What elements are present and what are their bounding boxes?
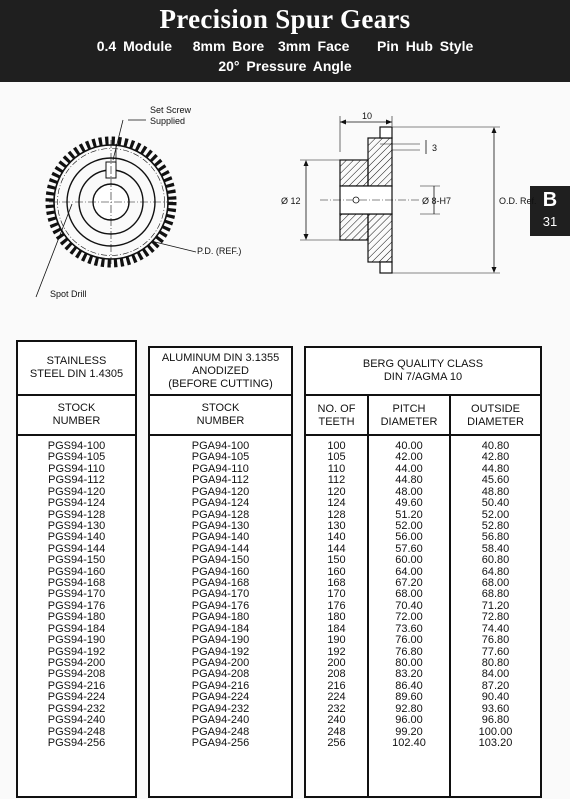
teeth-count: 248 bbox=[327, 725, 346, 738]
pitch-diameter-value: 72.00 bbox=[395, 611, 423, 624]
teeth-count: 112 bbox=[327, 474, 346, 487]
spec-line-2: 20° Pressure Angle bbox=[218, 58, 352, 74]
set-screw-label-1: Set Screw bbox=[150, 105, 192, 115]
gear-front-view bbox=[49, 140, 173, 264]
stainless-stock-number: PGS94-160 bbox=[47, 565, 106, 578]
od-ref-label: O.D. Ref. bbox=[499, 196, 537, 206]
outside-diameter-value: 96.80 bbox=[481, 714, 510, 727]
teeth-header-line-1: NO. OF bbox=[317, 403, 356, 415]
berg-table bbox=[304, 346, 542, 798]
outside-diameter-value: 44.80 bbox=[481, 462, 510, 475]
aluminum-heading-line-2: ANODIZED bbox=[192, 364, 249, 377]
pitch-diameter-value: 56.00 bbox=[395, 531, 423, 544]
gear-side-section bbox=[300, 116, 500, 273]
stainless-stock-number: PGS94-184 bbox=[47, 622, 106, 635]
pitch-diameter-value: 51.20 bbox=[395, 508, 423, 521]
aluminum-stock-number: PGA94-240 bbox=[191, 714, 250, 727]
teeth-count: 216 bbox=[327, 679, 346, 692]
stainless-sub-line-1: STOCK bbox=[57, 402, 96, 414]
teeth-count: 144 bbox=[327, 542, 346, 555]
pitch-diameter-value: 76.00 bbox=[395, 634, 423, 647]
outside-diameter-value: 52.00 bbox=[481, 508, 510, 521]
page-title: Precision Spur Gears bbox=[159, 4, 411, 34]
aluminum-stock-number: PGA94-232 bbox=[191, 702, 250, 715]
aluminum-stock-number: PGA94-184 bbox=[191, 622, 250, 635]
pitch-diameter-value: 60.00 bbox=[395, 554, 423, 567]
aluminum-stock-number: PGA94-168 bbox=[191, 577, 250, 590]
pitch-diameter-value: 64.00 bbox=[395, 565, 423, 578]
aluminum-sub-line-2: NUMBER bbox=[196, 415, 245, 427]
stainless-stock-number: PGS94-168 bbox=[47, 577, 106, 590]
outside-diameter-value: 74.40 bbox=[481, 622, 510, 635]
stainless-stock-number: PGS94-248 bbox=[47, 725, 106, 738]
teeth-count: 128 bbox=[327, 508, 346, 521]
aluminum-sub-line-1: STOCK bbox=[201, 402, 240, 414]
pitch-diameter-value: 92.80 bbox=[395, 702, 423, 715]
stainless-stock-number: PGS94-208 bbox=[47, 668, 106, 681]
pitch-diameter-value: 40.00 bbox=[395, 440, 423, 452]
pitch-diameter-value: 44.00 bbox=[395, 462, 423, 475]
aluminum-heading-line-3: (BEFORE CUTTING) bbox=[168, 377, 273, 390]
pitch-diameter-column bbox=[369, 441, 449, 749]
stainless-stock-number: PGS94-150 bbox=[47, 554, 106, 567]
outside-diameter-value: 93.60 bbox=[481, 702, 510, 715]
stainless-stock-number: PGS94-232 bbox=[47, 702, 106, 715]
stainless-stock-number: PGS94-140 bbox=[47, 531, 106, 544]
aluminum-stock-number: PGA94-248 bbox=[191, 725, 250, 738]
pitch-header bbox=[369, 403, 449, 429]
teeth-header-line-2: TEETH bbox=[318, 416, 355, 428]
stainless-stock-number: PGS94-120 bbox=[47, 485, 106, 498]
pitch-diameter-value: 44.80 bbox=[395, 474, 423, 487]
stainless-heading bbox=[18, 342, 135, 396]
teeth-count: 200 bbox=[327, 657, 346, 670]
aluminum-stock-number: PGA94-128 bbox=[191, 508, 250, 521]
pitch-diameter-value: 86.40 bbox=[395, 679, 423, 692]
aluminum-heading bbox=[150, 348, 291, 396]
outside-diameter-value: 68.80 bbox=[481, 588, 510, 601]
teeth-count: 160 bbox=[327, 565, 346, 578]
teeth-count: 256 bbox=[327, 736, 346, 749]
stainless-stock-number: PGS94-112 bbox=[48, 474, 105, 487]
stainless-stock-number: PGS94-216 bbox=[47, 679, 106, 692]
teeth-count: 120 bbox=[327, 485, 346, 498]
section-page-number: 31 bbox=[542, 214, 558, 229]
teeth-count: 184 bbox=[327, 622, 346, 635]
outside-diameter-value: 72.80 bbox=[481, 611, 510, 624]
gear-drawing bbox=[0, 82, 570, 340]
page-header bbox=[0, 0, 570, 82]
stainless-stock-number: PGS94-124 bbox=[47, 497, 106, 510]
aluminum-stock-number: PGA94-100 bbox=[191, 440, 250, 452]
pitch-diameter-value: 102.40 bbox=[392, 736, 426, 749]
outside-header-line-2: DIAMETER bbox=[467, 416, 524, 428]
outside-diameter-value: 100.00 bbox=[478, 725, 513, 738]
dim-3-label: 3 bbox=[432, 143, 438, 153]
stainless-heading-line-1: STAINLESS bbox=[46, 355, 107, 367]
dim-bore-label: Ø 8-H7 bbox=[422, 196, 452, 206]
pitch-diameter-value: 57.60 bbox=[395, 542, 423, 555]
teeth-count: 140 bbox=[327, 531, 346, 544]
pitch-diameter-value: 99.20 bbox=[395, 725, 423, 738]
teeth-count: 130 bbox=[327, 519, 346, 532]
outside-diameter-value: 40.80 bbox=[481, 440, 510, 452]
pitch-diameter-value: 73.60 bbox=[395, 622, 423, 635]
stainless-stock-number: PGS94-256 bbox=[47, 736, 106, 749]
aluminum-stock-number: PGA94-176 bbox=[191, 599, 250, 612]
teeth-count: 105 bbox=[327, 451, 346, 464]
teeth-column bbox=[306, 441, 367, 749]
pitch-diameter-value: 68.00 bbox=[395, 588, 423, 601]
aluminum-stock-number: PGA94-170 bbox=[191, 588, 250, 601]
outside-diameter-value: 87.20 bbox=[481, 679, 510, 692]
pitch-diameter-value: 80.00 bbox=[395, 657, 423, 670]
stainless-stock-number: PGS94-240 bbox=[47, 714, 106, 727]
pitch-diameter-value: 52.00 bbox=[395, 519, 423, 532]
outside-diameter-value: 80.80 bbox=[481, 657, 510, 670]
spec-line-1: 0.4 Module 8mm Bore 3mm Face Pin Hub Style bbox=[96, 38, 474, 54]
teeth-count: 124 bbox=[327, 497, 346, 510]
teeth-count: 240 bbox=[327, 714, 346, 727]
stainless-stock-number: PGS94-176 bbox=[47, 599, 106, 612]
pitch-header-line-1: PITCH bbox=[392, 403, 426, 415]
outside-header bbox=[451, 403, 540, 429]
berg-heading bbox=[306, 348, 540, 396]
stainless-stock-number: PGS94-105 bbox=[47, 451, 106, 464]
pitch-diameter-value: 67.20 bbox=[395, 577, 423, 590]
aluminum-stock-number: PGA94-216 bbox=[191, 679, 250, 692]
teeth-count: 176 bbox=[327, 599, 346, 612]
pitch-diameter-value: 49.60 bbox=[395, 497, 423, 510]
aluminum-stock-number: PGA94-120 bbox=[191, 485, 250, 498]
pd-ref-label: P.D. (REF.) bbox=[197, 246, 242, 256]
stainless-sub-line-2: NUMBER bbox=[52, 415, 101, 427]
outside-diameter-value: 71.20 bbox=[481, 599, 510, 612]
teeth-count: 100 bbox=[327, 440, 346, 452]
aluminum-stock-number: PGA94-192 bbox=[191, 645, 250, 658]
stainless-stock-number: PGS94-200 bbox=[47, 657, 106, 670]
teeth-count: 150 bbox=[327, 554, 346, 567]
stainless-stock-number: PGS94-170 bbox=[47, 588, 106, 601]
outside-diameter-value: 64.80 bbox=[481, 565, 510, 578]
aluminum-stock-number: PGA94-105 bbox=[191, 451, 250, 464]
teeth-count: 110 bbox=[327, 462, 346, 475]
outside-diameter-value: 56.80 bbox=[481, 531, 510, 544]
set-screw-label-2: Supplied bbox=[150, 116, 186, 126]
aluminum-stock-number: PGA94-130 bbox=[191, 519, 250, 532]
stainless-subheading bbox=[18, 396, 135, 436]
stainless-stock-number: PGS94-128 bbox=[47, 508, 106, 521]
outside-diameter-column bbox=[451, 441, 540, 749]
aluminum-subheading bbox=[150, 396, 291, 436]
outside-diameter-value: 60.80 bbox=[481, 554, 510, 567]
stainless-stock-number: PGS94-192 bbox=[47, 645, 106, 658]
pitch-header-line-2: DIAMETER bbox=[380, 416, 438, 428]
aluminum-stock-number: PGA94-256 bbox=[191, 736, 250, 749]
stainless-stock-number: PGS94-224 bbox=[47, 691, 106, 704]
aluminum-stock-number: PGA94-110 bbox=[192, 462, 249, 475]
teeth-count: 168 bbox=[327, 577, 346, 590]
outside-diameter-value: 84.00 bbox=[481, 668, 510, 681]
aluminum-stock-number: PGA94-150 bbox=[191, 554, 250, 567]
berg-subheading bbox=[306, 396, 540, 436]
teeth-header bbox=[306, 403, 367, 429]
stainless-table bbox=[16, 340, 137, 798]
outside-header-line-1: OUTSIDE bbox=[471, 403, 520, 415]
berg-heading-line-1: BERG QUALITY CLASS bbox=[362, 358, 484, 370]
outside-diameter-value: 42.80 bbox=[481, 451, 510, 464]
aluminum-stock-number: PGA94-180 bbox=[191, 611, 250, 624]
pd-leader bbox=[155, 242, 196, 252]
teeth-count: 232 bbox=[327, 702, 346, 715]
teeth-count: 192 bbox=[327, 645, 346, 658]
stainless-stock-number: PGS94-180 bbox=[47, 611, 106, 624]
pitch-diameter-value: 76.80 bbox=[395, 645, 423, 658]
outside-diameter-value: 50.40 bbox=[481, 497, 510, 510]
aluminum-stock-number: PGA94-200 bbox=[191, 657, 250, 670]
outside-diameter-value: 45.60 bbox=[481, 474, 510, 487]
teeth-count: 170 bbox=[327, 588, 346, 601]
aluminum-table bbox=[148, 346, 293, 798]
outside-diameter-value: 48.80 bbox=[481, 485, 510, 498]
aluminum-stock-number: PGA94-190 bbox=[191, 634, 250, 647]
aluminum-stock-number: PGA94-112 bbox=[192, 474, 249, 487]
aluminum-stock-column bbox=[150, 441, 291, 749]
aluminum-heading-line-1: ALUMINUM DIN 3.1355 bbox=[161, 351, 280, 364]
aluminum-stock-number: PGA94-224 bbox=[191, 691, 250, 704]
stainless-stock-number: PGS94-110 bbox=[48, 462, 105, 475]
aluminum-stock-number: PGA94-144 bbox=[191, 542, 250, 555]
pitch-diameter-value: 42.00 bbox=[395, 451, 423, 464]
stainless-stock-number: PGS94-144 bbox=[47, 542, 106, 555]
outside-diameter-value: 103.20 bbox=[478, 736, 513, 749]
teeth-count: 224 bbox=[327, 691, 346, 704]
section-letter: B bbox=[542, 189, 558, 211]
stainless-stock-number: PGS94-130 bbox=[47, 519, 106, 532]
aluminum-stock-number: PGA94-140 bbox=[191, 531, 250, 544]
teeth-count: 190 bbox=[327, 634, 346, 647]
teeth-count: 180 bbox=[327, 611, 346, 624]
outside-diameter-value: 76.80 bbox=[481, 634, 510, 647]
spot-drill-label: Spot Drill bbox=[50, 289, 87, 299]
stainless-stock-number: PGS94-100 bbox=[47, 440, 106, 452]
berg-heading-line-2: DIN 7/AGMA 10 bbox=[383, 371, 463, 383]
outside-diameter-value: 58.40 bbox=[481, 542, 510, 555]
stainless-stock-column bbox=[18, 441, 135, 749]
outside-diameter-value: 77.60 bbox=[481, 645, 510, 658]
outside-diameter-value: 90.40 bbox=[481, 691, 510, 704]
dim-12-label: Ø 12 bbox=[281, 196, 301, 206]
teeth-count: 208 bbox=[327, 668, 346, 681]
stainless-heading-line-2: STEEL DIN 1.4305 bbox=[29, 368, 124, 380]
outside-diameter-value: 52.80 bbox=[481, 519, 510, 532]
pitch-diameter-value: 89.60 bbox=[395, 691, 423, 704]
aluminum-stock-number: PGA94-124 bbox=[191, 497, 250, 510]
dim-10-label: 10 bbox=[362, 111, 373, 121]
pitch-diameter-value: 96.00 bbox=[395, 714, 423, 727]
pitch-diameter-value: 83.20 bbox=[395, 668, 423, 681]
pitch-diameter-value: 48.00 bbox=[395, 485, 423, 498]
aluminum-stock-number: PGA94-208 bbox=[191, 668, 250, 681]
pitch-diameter-value: 70.40 bbox=[395, 599, 423, 612]
stainless-stock-number: PGS94-190 bbox=[47, 634, 106, 647]
aluminum-stock-number: PGA94-160 bbox=[191, 565, 250, 578]
outside-diameter-value: 68.00 bbox=[481, 577, 510, 590]
